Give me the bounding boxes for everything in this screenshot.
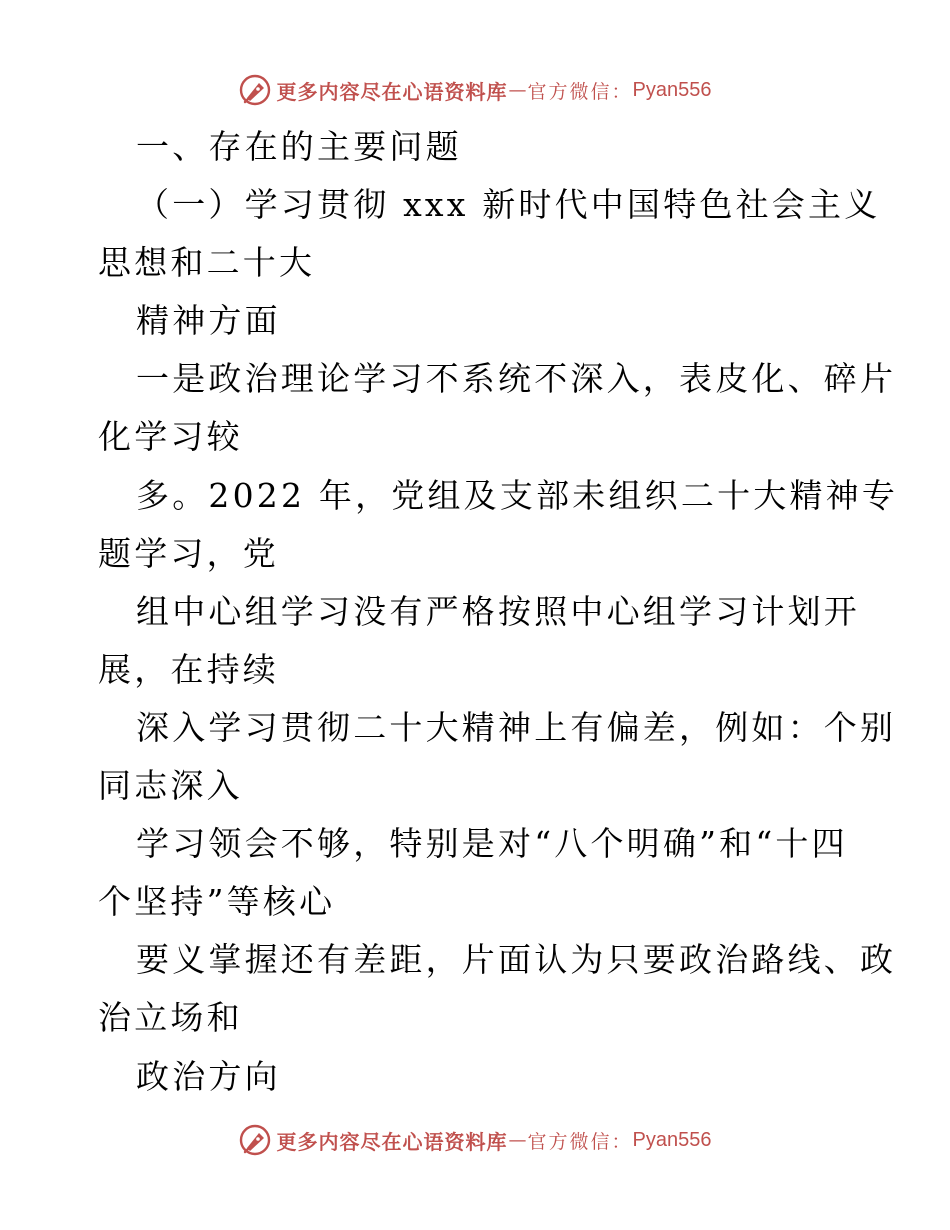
paragraph-line: 题学习，党 (98, 533, 279, 573)
paragraph-line: 学习领会不够，特别是对“八个明确”和“十四 (136, 824, 848, 864)
paragraph-line: 同志深入 (98, 766, 243, 806)
paragraph-line: 化学习较 (98, 417, 243, 457)
paragraph-line: 组中心组学习没有严格按照中心组学习计划开 (136, 591, 860, 631)
subsection-heading: （一）学习贯彻 xxx 新时代中国特色社会主义 (136, 185, 881, 225)
document-body (98, 118, 899, 1106)
header-banner (0, 70, 950, 110)
paragraph-line: 一是政治理论学习不系统不深入，表皮化、碎片 (136, 359, 897, 399)
paragraph-line: 展，在持续 (98, 649, 279, 689)
paragraph-line: 精神方面 (136, 301, 281, 341)
fountain-pen-nib-icon (239, 1124, 271, 1156)
banner-wechat-handle: Pyan556 (632, 1128, 712, 1151)
banner-separator: — (508, 79, 527, 101)
paragraph-line: 思想和二十大 (98, 243, 316, 283)
fountain-pen-nib-icon (239, 74, 271, 106)
footer-banner (0, 1120, 950, 1160)
section-heading: 一、存在的主要问题 (136, 127, 462, 166)
banner-separator: — (508, 1129, 527, 1151)
banner-brand-text: 更多内容尽在心语资料库 (276, 79, 508, 104)
banner-wechat-handle: Pyan556 (632, 78, 712, 101)
paragraph-line: 个坚持”等核心 (98, 882, 336, 922)
paragraph-line: 要义掌握还有差距，片面认为只要政治路线、政 (136, 940, 897, 980)
paragraph-line: 多。2022 年，党组及支部未组织二十大精神专 (136, 475, 899, 515)
paragraph-line: 政治方向 (136, 1056, 281, 1096)
banner-wechat-label: 官方微信： (527, 1130, 633, 1153)
paragraph-line: 深入学习贯彻二十大精神上有偏差，例如：个别 (136, 707, 897, 747)
banner-brand-text: 更多内容尽在心语资料库 (276, 1129, 508, 1154)
paragraph-line: 治立场和 (98, 998, 243, 1038)
banner-wechat-label: 官方微信： (527, 80, 633, 103)
